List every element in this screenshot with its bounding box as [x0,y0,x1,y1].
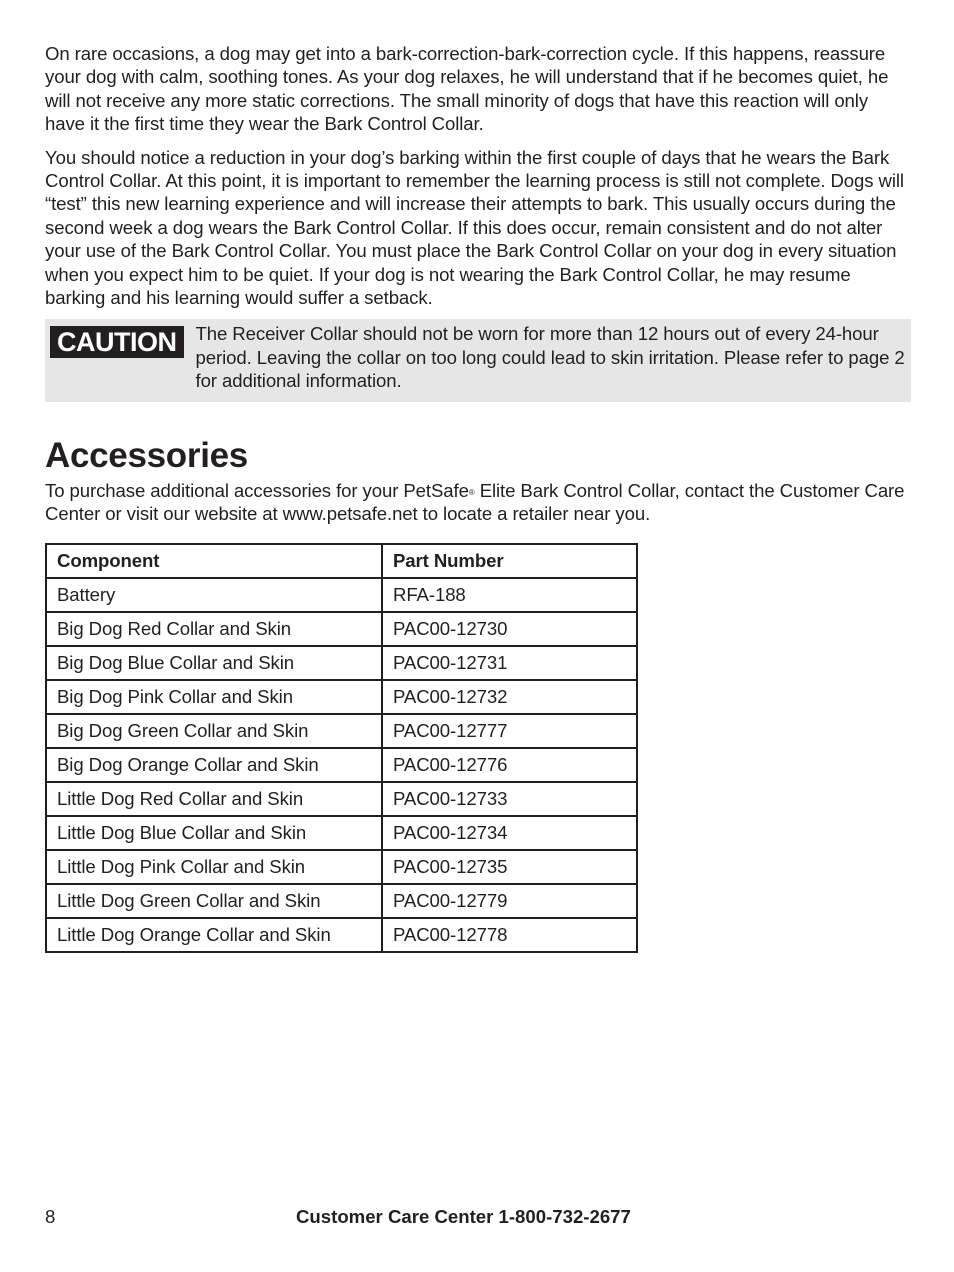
section-title-accessories: Accessories [45,435,248,475]
table-row [46,612,637,646]
accessories-intro-after: Elite Bark Control Collar, contact the Customer Care Center or visit our website at www.petsafe.net to locate a retailer near you. [45,479,905,525]
component-cell: Little Dog Red Collar and Skin [46,782,382,816]
part-number-cell: PAC00-12734 [382,816,637,850]
page-number: 8 [45,1206,56,1227]
table-row [46,782,637,816]
component-cell: Big Dog Blue Collar and Skin [46,646,382,680]
part-number-cell: PAC00-12730 [382,612,637,646]
manual-page [45,42,911,953]
table-row [46,816,637,850]
component-cell: Big Dog Orange Collar and Skin [46,748,382,782]
component-cell: Little Dog Blue Collar and Skin [46,816,382,850]
component-cell: Battery [46,578,382,612]
table-row [46,748,637,782]
part-number-cell: PAC00-12779 [382,884,637,918]
registered-mark: ® [468,487,475,497]
table-row [46,918,637,952]
component-cell: Little Dog Pink Collar and Skin [46,850,382,884]
part-number-cell: PAC00-12777 [382,714,637,748]
part-number-cell: PAC00-12735 [382,850,637,884]
caution-label: CAUTION [50,326,184,358]
table-row [46,578,637,612]
caution-notice [45,319,911,401]
table-row [46,680,637,714]
part-number-cell: PAC00-12733 [382,782,637,816]
part-number-cell: PAC00-12776 [382,748,637,782]
table-row [46,646,637,680]
part-number-cell: PAC00-12732 [382,680,637,714]
component-cell: Little Dog Orange Collar and Skin [46,918,382,952]
part-number-cell: PAC00-12778 [382,918,637,952]
accessories-intro-before: To purchase additional accessories for your PetSafe [45,479,469,501]
component-cell: Big Dog Pink Collar and Skin [46,680,382,714]
column-header-part-number: Part Number [382,544,637,578]
body-paragraph-learning: You should notice a reduction in your dog’s barking within the first couple of days that he wears the Bark Control Collar. At this point, it is important to remember the learning process is still not complete. Dogs will “test” this new learning experience and will increase their attempts to bark. This usually occurs during the second week a dog wears the Bark Control Collar. If this does occur, remain consistent and do not alter your use of the Bark Control Collar. You must place the Bark Control Collar on your dog in every situation when you expect him to be quiet. If your dog is not wearing the Bark Control Collar, he may resume barking and his learning would suffer a setback. [45,146,904,309]
component-cell: Little Dog Green Collar and Skin [46,884,382,918]
column-header-component: Component [46,544,382,578]
table-row [46,714,637,748]
component-cell: Big Dog Green Collar and Skin [46,714,382,748]
caution-text: The Receiver Collar should not be worn for more than 12 hours out of every 24-hour period. Leaving the collar on too long could lead to skin irritation. Please refer to page 2 for additional information. [195,323,905,392]
customer-care-contact: Customer Care Center 1-800-732-2677 [296,1206,631,1227]
part-number-cell: PAC00-12731 [382,646,637,680]
table-header-row [46,544,637,578]
accessories-intro [45,479,911,526]
part-number-cell: RFA-188 [382,578,637,612]
component-cell: Big Dog Red Collar and Skin [46,612,382,646]
table-row [46,850,637,884]
body-paragraph-bark-cycle: On rare occasions, a dog may get into a bark-correction-bark-correction cycle. If this happens, reassure your dog with calm, soothing tones. As your dog relaxes, he will understand that if he becomes quiet, he will not receive any more static corrections. The small minority of dogs that have this reaction will only have it the first time they wear the Bark Control Collar. [45,43,889,135]
table-row [46,884,637,918]
accessories-table [45,543,638,953]
